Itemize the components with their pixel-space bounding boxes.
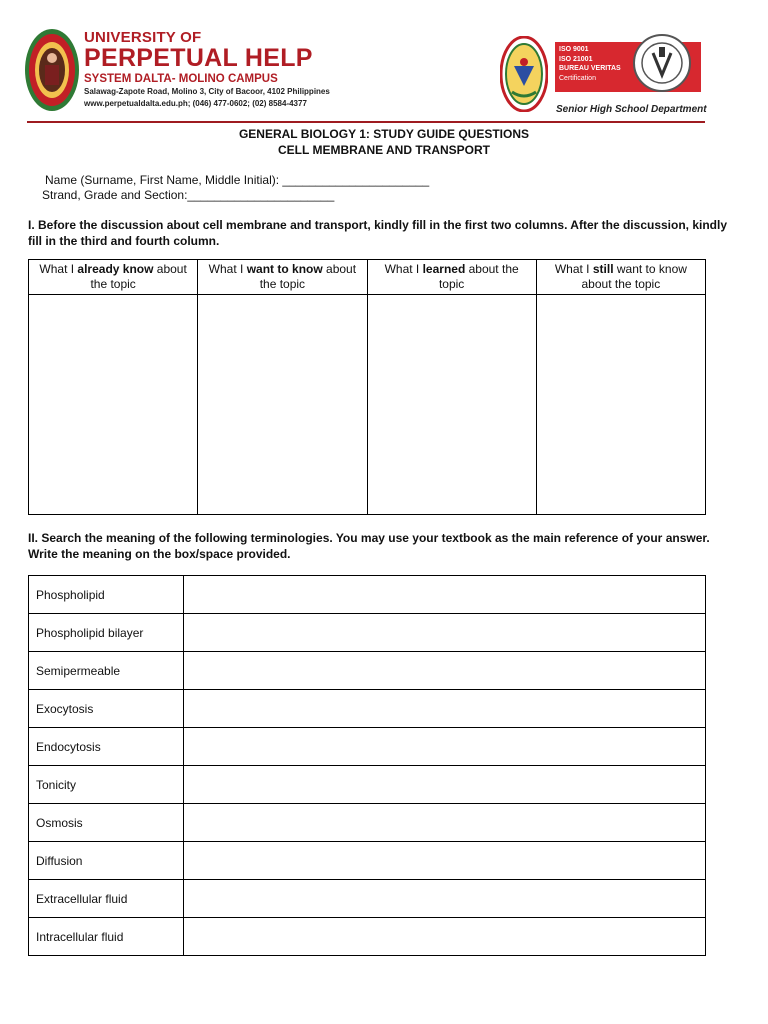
- header-divider: [27, 121, 705, 123]
- term-label: Diffusion: [29, 842, 184, 880]
- kwl-answer-cell[interactable]: [198, 295, 367, 515]
- iso-line: BUREAU VERITAS: [559, 65, 621, 72]
- term-definition-field[interactable]: [184, 880, 706, 918]
- university-name-line1: UNIVERSITY OF: [84, 29, 202, 46]
- term-row: [29, 690, 706, 728]
- department-label: Senior High School Department: [556, 104, 707, 115]
- kwl-answer-cell[interactable]: [367, 295, 536, 515]
- kwl-column-header-learned: What I learned about the topic: [367, 260, 536, 295]
- term-definition-field[interactable]: [184, 614, 706, 652]
- term-label: Semipermeable: [29, 652, 184, 690]
- strand-field[interactable]: Strand, Grade and Section:______________________: [42, 188, 335, 202]
- term-definition-field[interactable]: [184, 728, 706, 766]
- term-label: Phospholipid bilayer: [29, 614, 184, 652]
- term-definition-field[interactable]: [184, 652, 706, 690]
- term-definition-field[interactable]: [184, 576, 706, 614]
- term-row: [29, 614, 706, 652]
- term-row: [29, 918, 706, 956]
- iso-line: ISO 21001: [559, 55, 593, 63]
- university-name: [84, 30, 313, 86]
- university-name-line2: PERPETUAL HELP: [84, 44, 313, 72]
- term-definition-field[interactable]: [184, 804, 706, 842]
- term-label: Osmosis: [29, 804, 184, 842]
- term-label: Extracellular fluid: [29, 880, 184, 918]
- kwl-answer-cell[interactable]: [536, 295, 705, 515]
- term-definition-field[interactable]: [184, 766, 706, 804]
- address-line: Salawag-Zapote Road, Molino 3, City of Bacoor, 4102 Philippines: [84, 87, 330, 96]
- term-label: Intracellular fluid: [29, 918, 184, 956]
- kwl-answer-cell[interactable]: [29, 295, 198, 515]
- term-definition-field[interactable]: [184, 918, 706, 956]
- iso-line: Certification: [559, 74, 596, 82]
- term-row: [29, 766, 706, 804]
- kwl-column-header-know: What I already know about the topic: [29, 260, 198, 295]
- bureau-veritas-logo: [633, 31, 691, 95]
- part2-instruction: II. Search the meaning of the following terminologies. You may use your textbook as the main reference of your answer. Write the meaning on the box/space provided.: [28, 531, 710, 561]
- kwl-column-header-want: What I want to know about the topic: [198, 260, 367, 295]
- university-address-block: [84, 86, 330, 110]
- terminology-table: [28, 575, 706, 956]
- term-row: [29, 652, 706, 690]
- document-title: GENERAL BIOLOGY 1: STUDY GUIDE QUESTIONS: [238, 127, 530, 141]
- senior-high-school-seal-logo: [500, 36, 548, 112]
- part1-instruction: I. Before the discussion about cell membrane and transport, kindly fill in the first two columns. After the discussion, kindly fill in the third and fourth column.: [28, 218, 728, 248]
- term-label: Exocytosis: [29, 690, 184, 728]
- term-label: Phospholipid: [29, 576, 184, 614]
- term-definition-field[interactable]: [184, 690, 706, 728]
- term-label: Endocytosis: [29, 728, 184, 766]
- contact-line: www.perpetualdalta.edu.ph; (046) 477-0602; (02) 8584-4377: [84, 99, 307, 108]
- term-row: [29, 576, 706, 614]
- kwl-column-header-still: What I still want to know about the topic: [536, 260, 705, 295]
- iso-line: ISO 9001: [559, 46, 589, 53]
- iso-certification-text: [559, 45, 621, 83]
- term-row: [29, 728, 706, 766]
- university-seal-logo: [24, 28, 80, 112]
- document-subtitle: CELL MEMBRANE AND TRANSPORT: [278, 143, 490, 157]
- term-row: [29, 880, 706, 918]
- term-definition-field[interactable]: [184, 842, 706, 880]
- name-field[interactable]: Name (Surname, First Name, Middle Initial): ______________________: [45, 173, 430, 187]
- term-row: [29, 804, 706, 842]
- kwl-table: [28, 259, 706, 515]
- campus-name: SYSTEM DALTA- MOLINO CAMPUS: [84, 73, 278, 85]
- term-label: Tonicity: [29, 766, 184, 804]
- term-row: [29, 842, 706, 880]
